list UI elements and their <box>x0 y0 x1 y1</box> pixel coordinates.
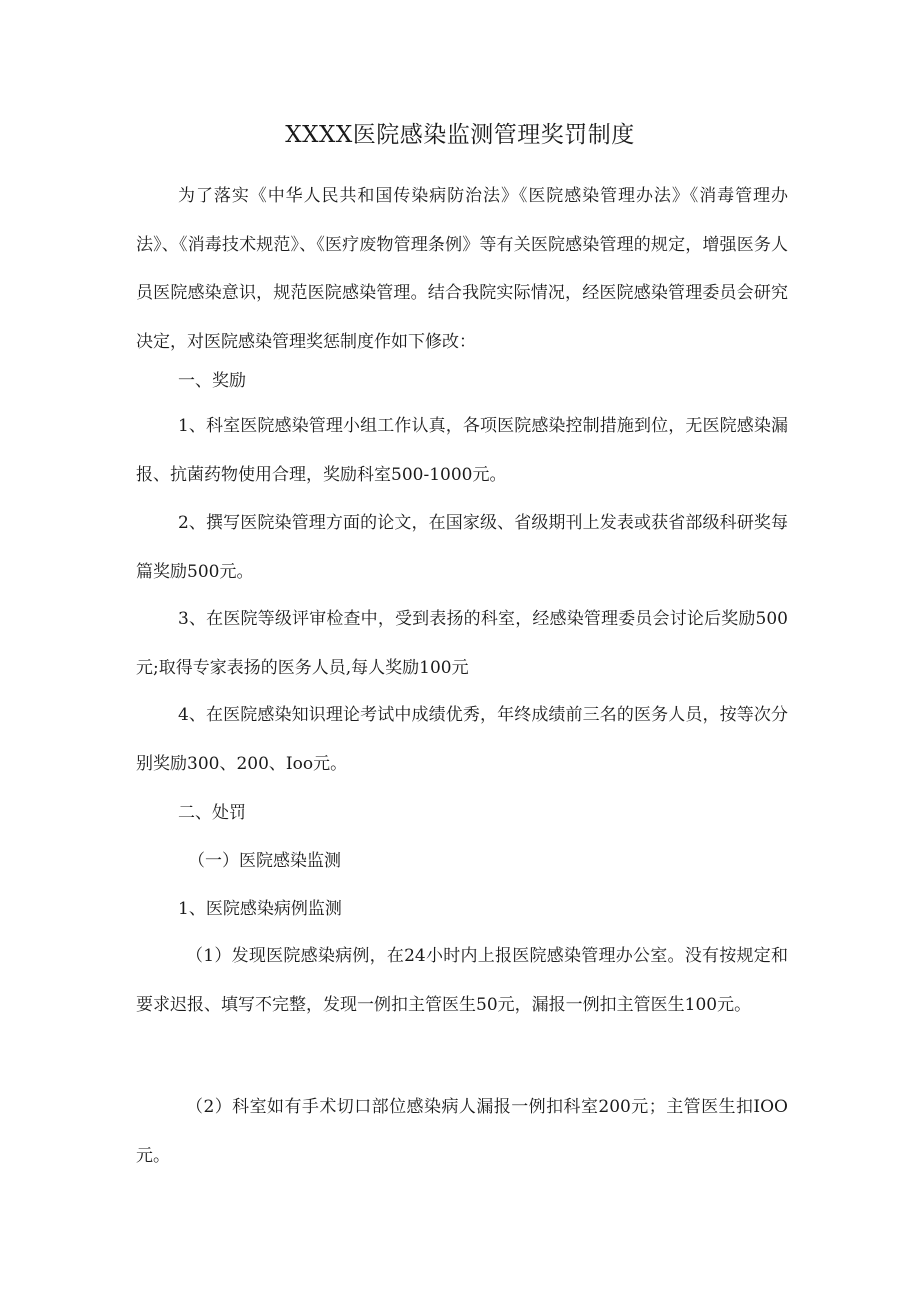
subsection-heading-infection-monitoring: （一）医院感染监测 <box>188 851 341 871</box>
penalty-item-2: （2）科室如有手术切口部位感染病人漏报一例扣科室200元；主管医生扣IOO元。 <box>136 1097 788 1166</box>
reward-item-3: 3、在医院等级评审检查中，受到表扬的科室，经感染管理委员会讨论后奖励500元;取得专家表扬的医务人员,每人奖励100元 <box>136 609 788 678</box>
item-heading-case-monitoring: 1、医院感染病例监测 <box>178 899 342 919</box>
section-heading-reward: 一、奖励 <box>178 371 246 391</box>
penalty-item-1: （1）发现医院感染病例，在24小时内上报医院感染管理办公室。没有按规定和要求迟报、填写不完整，发现一例扣主管医生50元，漏报一例扣主管医生100元。 <box>136 946 788 1015</box>
reward-item-4: 4、在医院感染知识理论考试中成绩优秀，年终成绩前三名的医务人员，按等次分别奖励300、200、Ioo元。 <box>136 705 788 774</box>
reward-item-1: 1、科室医院感染管理小组工作认真，各项医院感染控制措施到位，无医院感染漏报、抗菌药物使用合理，奖励科室500-1000元。 <box>136 416 788 485</box>
reward-item-2: 2、撰写医院染管理方面的论文，在国家级、省级期刊上发表或获省部级科研奖每篇奖励500元。 <box>136 513 788 582</box>
intro-paragraph: 为了落实《中华人民共和国传染病防治法》《医院感染管理办法》《消毒管理办法》、《消毒技术规范》、《医疗废物管理条例》等有关医院感染管理的规定，增强医务人员医院感染意识，规范医院感染管理。结合我院实际情况，经医院感染管理委员会研究决定，对医院感染管理奖惩制度作如下修改： <box>136 186 788 352</box>
document-title: XXXX医院感染监测管理奖罚制度 <box>285 122 635 148</box>
section-heading-penalty: 二、处罚 <box>178 803 246 823</box>
